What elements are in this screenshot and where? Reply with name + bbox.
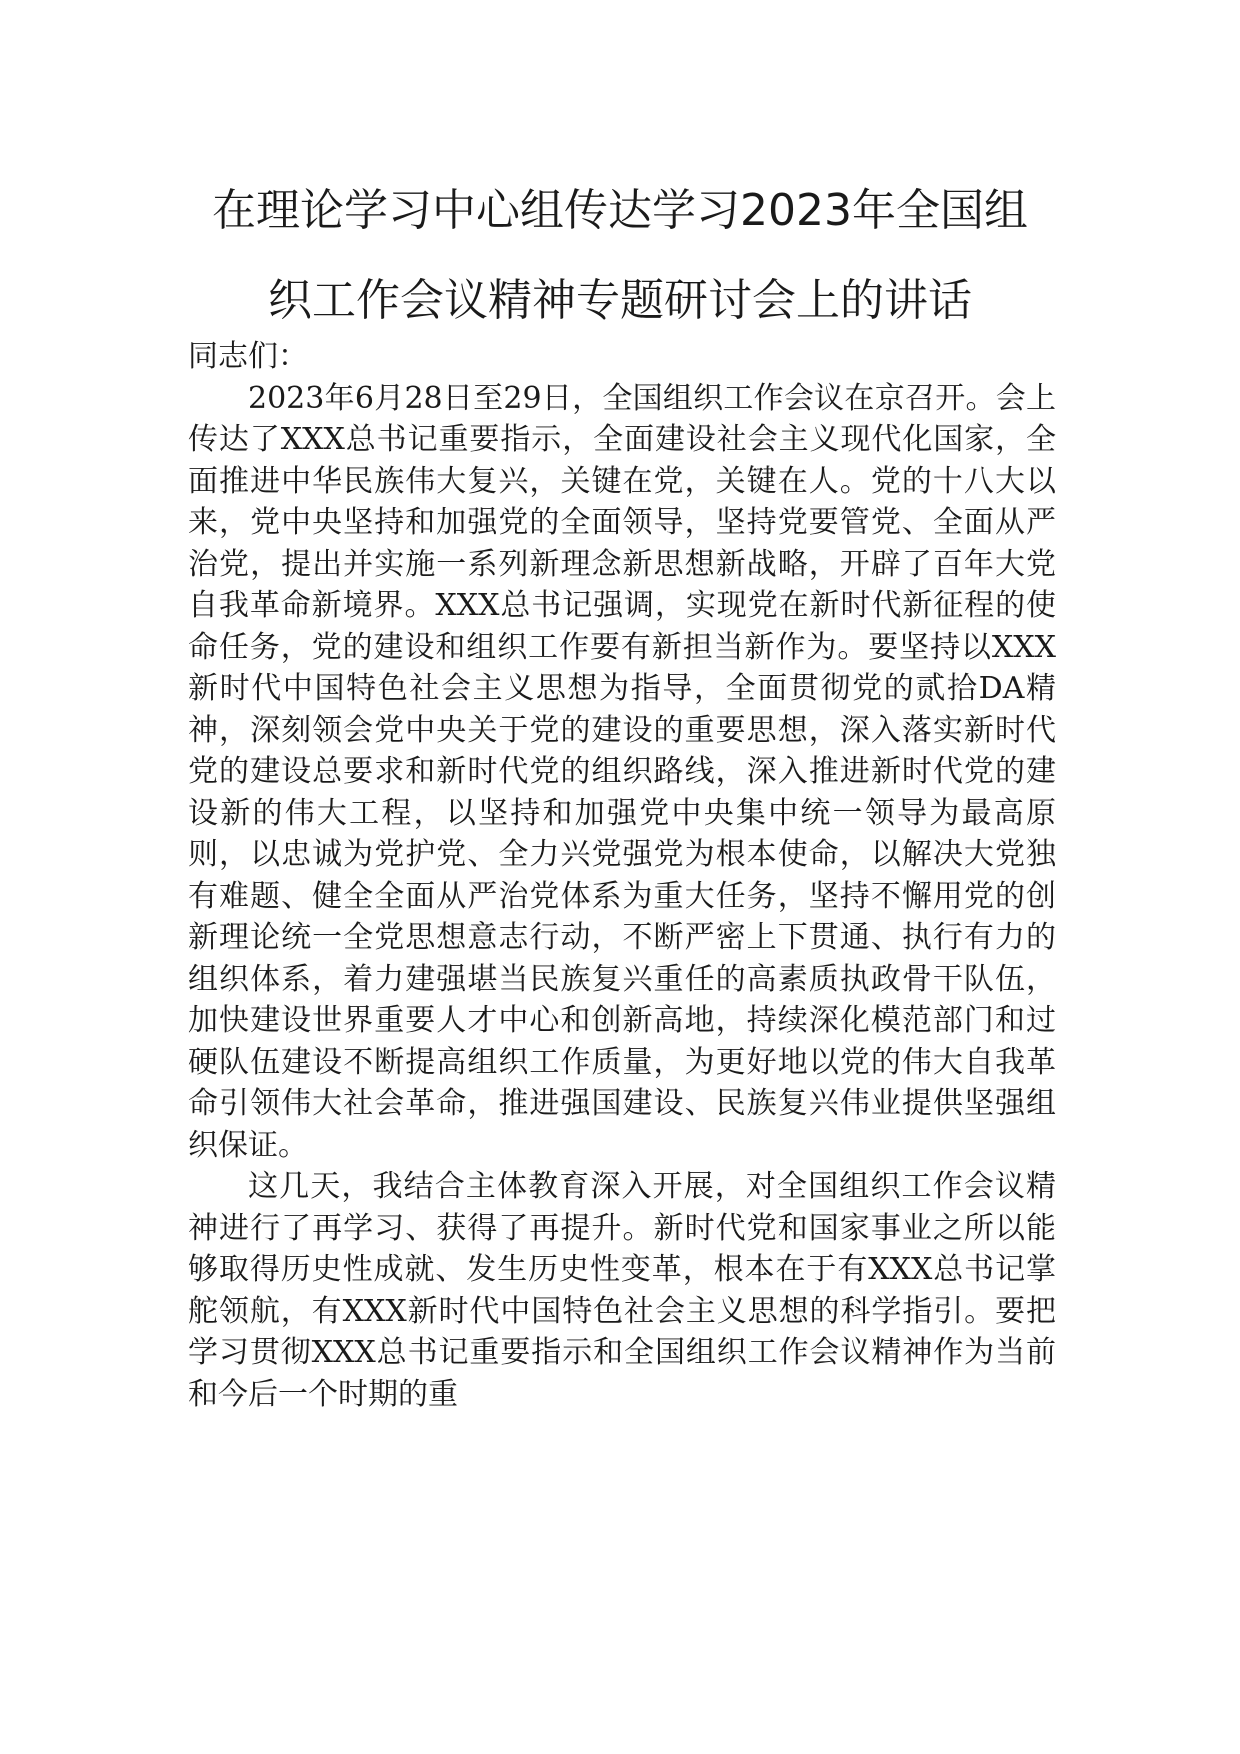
title-line-2: 织工作会议精神专题研讨会上的讲话 — [268, 275, 972, 326]
title-line-1: 在理论学习中心组传达学习2023年全国组 — [212, 185, 1028, 236]
document-body — [188, 336, 1056, 1415]
paragraph-1: 2023年6月28日至29日，全国组织工作会议在京召开。会上传达了XXX总书记重要指示，全面建设社会主义现代化国家，全面推进中华民族伟大复兴，关键在党，关键在人。党的十八大以来，党中央坚持和加强党的全面领导，坚持党要管党、全面从严治党，提出并实施一系列新理念新思想新战略，开辟了百年大党自我革命新境界。XXX总书记强调，实现党在新时代新征程的使命任务，党的建设和组织工作要有新担当新作为。要坚持以XXX新时代中国特色社会主义思想为指导，全面贯彻党的贰拾DA精神，深刻领会党中央关于党的建设的重要思想，深入落实新时代党的建设总要求和新时代党的组织路线，深入推进新时代党的建设新的伟大工程，以坚持和加强党中央集中统一领导为最高原则，以忠诚为党护党、全力兴党强党为根本使命，以解决大党独有难题、健全全面从严治党体系为重大任务，坚持不懈用党的创新理论统一全党思想意志行动，不断严密上下贯通、执行有力的组织体系，着力建强堪当民族复兴重任的高素质执政骨干队伍，加快建设世界重要人才中心和创新高地，持续深化模范部门和过硬队伍建设不断提高组织工作质量，为更好地以党的伟大自我革命引领伟大社会革命，推进强国建设、民族复兴伟业提供坚强组织保证。 — [188, 380, 1056, 1163]
salutation: 同志们： — [188, 339, 308, 374]
document-title — [150, 166, 1090, 346]
paragraph-2: 这几天，我结合主体教育深入开展，对全国组织工作会议精神进行了再学习、获得了再提升。新时代党和国家事业之所以能够取得历史性成就、发生历史性变革，根本在于有XXX总书记掌舵领航，有XXX新时代中国特色社会主义思想的科学指引。要把学习贯彻XXX总书记重要指示和全国组织工作会议精神作为当前和今后一个时期的重 — [188, 1169, 1056, 1412]
